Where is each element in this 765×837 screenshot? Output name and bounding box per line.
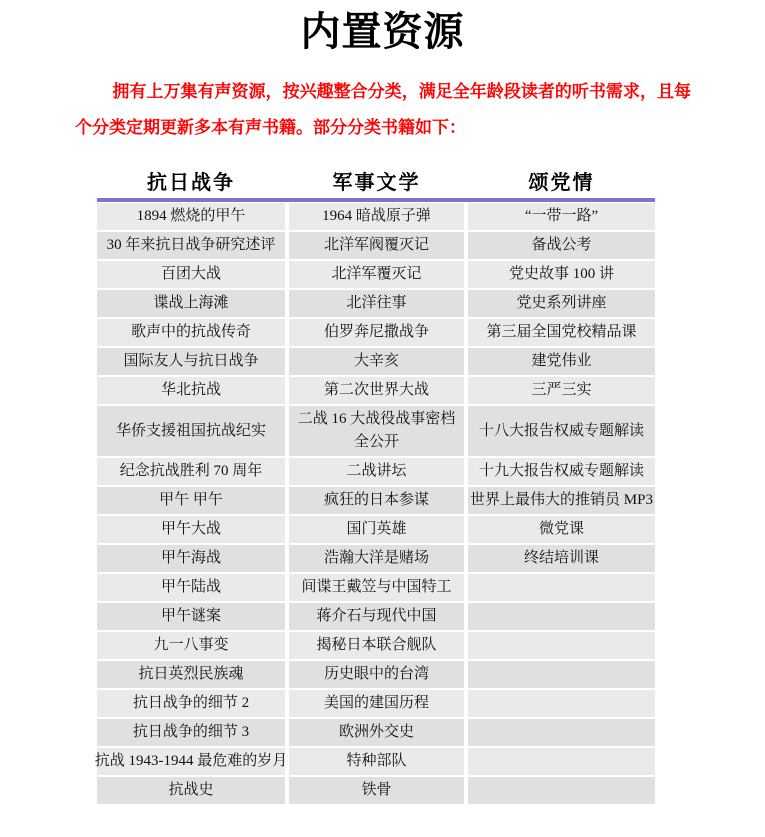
table-cell: 疯狂的日本参谋 bbox=[289, 487, 464, 514]
table-cell: 间谍王戴笠与中国特工 bbox=[289, 574, 464, 601]
table-cell: 抗日英烈民族魂 bbox=[97, 661, 285, 688]
table-cell: 三严三实 bbox=[468, 377, 655, 404]
table-cell: 第三届全国党校精品课 bbox=[468, 319, 655, 346]
table-cell bbox=[468, 632, 655, 659]
table-cell: 国门英雄 bbox=[289, 516, 464, 543]
table-cell: 微党课 bbox=[468, 516, 655, 543]
table-cell: 抗日战争的细节 3 bbox=[97, 719, 285, 746]
table-cell bbox=[468, 777, 655, 804]
column-header-war: 抗日战争 bbox=[147, 171, 235, 194]
table-cell: 甲午海战 bbox=[97, 545, 285, 572]
table-cell bbox=[468, 719, 655, 746]
table-cell: 世界上最伟大的推销员 MP3 bbox=[468, 487, 655, 514]
table-cell: 美国的建国历程 bbox=[289, 690, 464, 717]
table-cell: 抗战史 bbox=[97, 777, 285, 804]
table-cell: 1964 暗战原子弹 bbox=[289, 203, 464, 230]
table-cell bbox=[468, 690, 655, 717]
table-cell: 甲午大战 bbox=[97, 516, 285, 543]
table-cell: 十九大报告权威专题解读 bbox=[468, 458, 655, 485]
table-cell: 华北抗战 bbox=[97, 377, 285, 404]
table-cell: 华侨支援祖国抗战纪实 bbox=[97, 406, 285, 456]
intro-paragraph: 拥有上万集有声资源，按兴趣整合分类，满足全年龄段读者的听书需求，且每个分类定期更新多本有声书籍。部分分类书籍如下： bbox=[75, 82, 691, 137]
table-cell: 北洋军覆灭记 bbox=[289, 261, 464, 288]
table-cell: “一带一路” bbox=[468, 203, 655, 230]
table-cell: 浩瀚大洋是赌场 bbox=[289, 545, 464, 572]
table-header-row bbox=[97, 162, 655, 198]
table-cell: 备战公考 bbox=[468, 232, 655, 259]
table-cell: 二战 16 大战役战事密档全公开 bbox=[289, 406, 464, 456]
table-cell: 甲午陆战 bbox=[97, 574, 285, 601]
table-cell: 建党伟业 bbox=[468, 348, 655, 375]
table-cell bbox=[468, 603, 655, 630]
page-title: 内置资源 bbox=[300, 10, 465, 54]
page bbox=[0, 6, 765, 804]
table-cell: 北洋往事 bbox=[289, 290, 464, 317]
header-rule bbox=[97, 198, 655, 202]
table-cell: 抗战 1943-1944 最危难的岁月 bbox=[97, 748, 285, 775]
table-cell: 揭秘日本联合舰队 bbox=[289, 632, 464, 659]
table-cell: 历史眼中的台湾 bbox=[289, 661, 464, 688]
table-cell: 北洋军阀覆灭记 bbox=[289, 232, 464, 259]
table-cell: 蒋介石与现代中国 bbox=[289, 603, 464, 630]
table-cell: 十八大报告权威专题解读 bbox=[468, 406, 655, 456]
table-cell: 百团大战 bbox=[97, 261, 285, 288]
column-header-military-literature: 军事文学 bbox=[332, 171, 421, 194]
table-cell bbox=[468, 748, 655, 775]
table-cell: 欧洲外交史 bbox=[289, 719, 464, 746]
table-cell: 党史故事 100 讲 bbox=[468, 261, 655, 288]
table-cell: 国际友人与抗日战争 bbox=[97, 348, 285, 375]
table-cell: 抗日战争的细节 2 bbox=[97, 690, 285, 717]
table-cell: 歌声中的抗战传奇 bbox=[97, 319, 285, 346]
table-cell: 谍战上海滩 bbox=[97, 290, 285, 317]
column-header-party: 颂党情 bbox=[528, 171, 595, 194]
table-cell: 党史系列讲座 bbox=[468, 290, 655, 317]
table-cell: 大辛亥 bbox=[289, 348, 464, 375]
table-cell: 甲午谜案 bbox=[97, 603, 285, 630]
resource-table bbox=[94, 162, 655, 804]
table-cell bbox=[468, 574, 655, 601]
table-cell: 第二次世界大战 bbox=[289, 377, 464, 404]
table-cell: 纪念抗战胜利 70 周年 bbox=[97, 458, 285, 485]
table-cell: 二战讲坛 bbox=[289, 458, 464, 485]
table-cell: 特种部队 bbox=[289, 748, 464, 775]
table-cell: 铁骨 bbox=[289, 777, 464, 804]
table-cell bbox=[468, 661, 655, 688]
table-cell: 伯罗奔尼撒战争 bbox=[289, 319, 464, 346]
table-cell: 1894 燃烧的甲午 bbox=[97, 203, 285, 230]
table-cell: 终结培训课 bbox=[468, 545, 655, 572]
table-body bbox=[94, 203, 655, 804]
table-cell: 甲午 甲午 bbox=[97, 487, 285, 514]
table-cell: 30 年来抗日战争研究述评 bbox=[97, 232, 285, 259]
table-cell: 九一八事变 bbox=[97, 632, 285, 659]
